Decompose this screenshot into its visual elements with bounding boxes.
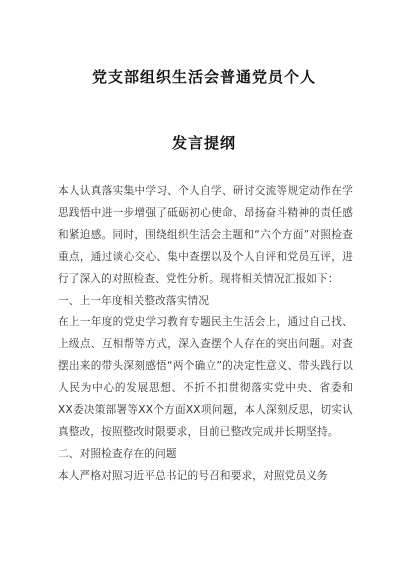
- section-2-paragraph: 本人严格对照习近平总书记的号召和要求，对照党员义务: [58, 469, 328, 482]
- section-heading-1: 一、上一年度相关整改落实情况: [58, 294, 210, 307]
- document-title-line-2: 发言提纲: [171, 134, 236, 152]
- intro-paragraph: 本人认真落实集中学习、个人自学、研讨交流等规定动作在学思践悟中进一步增强了砥砺初心使命、昂扬奋斗精神的责任感和紧迫感。同时，围绕组织生活会主题和“六个方面”对照检查重点，通过谈心交心、集中查摆以及个人自评和党员互评，进行了深入的对照检查、党性分析。现将相关情况汇报如下：: [58, 185, 353, 285]
- document-title-line-1: 党支部组织生活会普通党员个人: [91, 68, 316, 86]
- document-body: [58, 181, 353, 488]
- section-heading-2: 二、对照检查存在的问题: [58, 447, 177, 460]
- section-1-paragraph: 在上一年度的党史学习教育专题民主生活会上，通过自己找、上级点、互相帮等方式，深入查摆个人存在的突出问题。对查摆出来的带头深刻感悟“两个确立”的决定性意义、带头践行以人民为中心的发展思想、不折不扣贯彻落实党中央、省委和XX委决策部署等XX个方面XX项问题，本人深刻反思，切实认真整改，按照整改时限要求，目前已整改完成并长期坚持。: [58, 316, 353, 438]
